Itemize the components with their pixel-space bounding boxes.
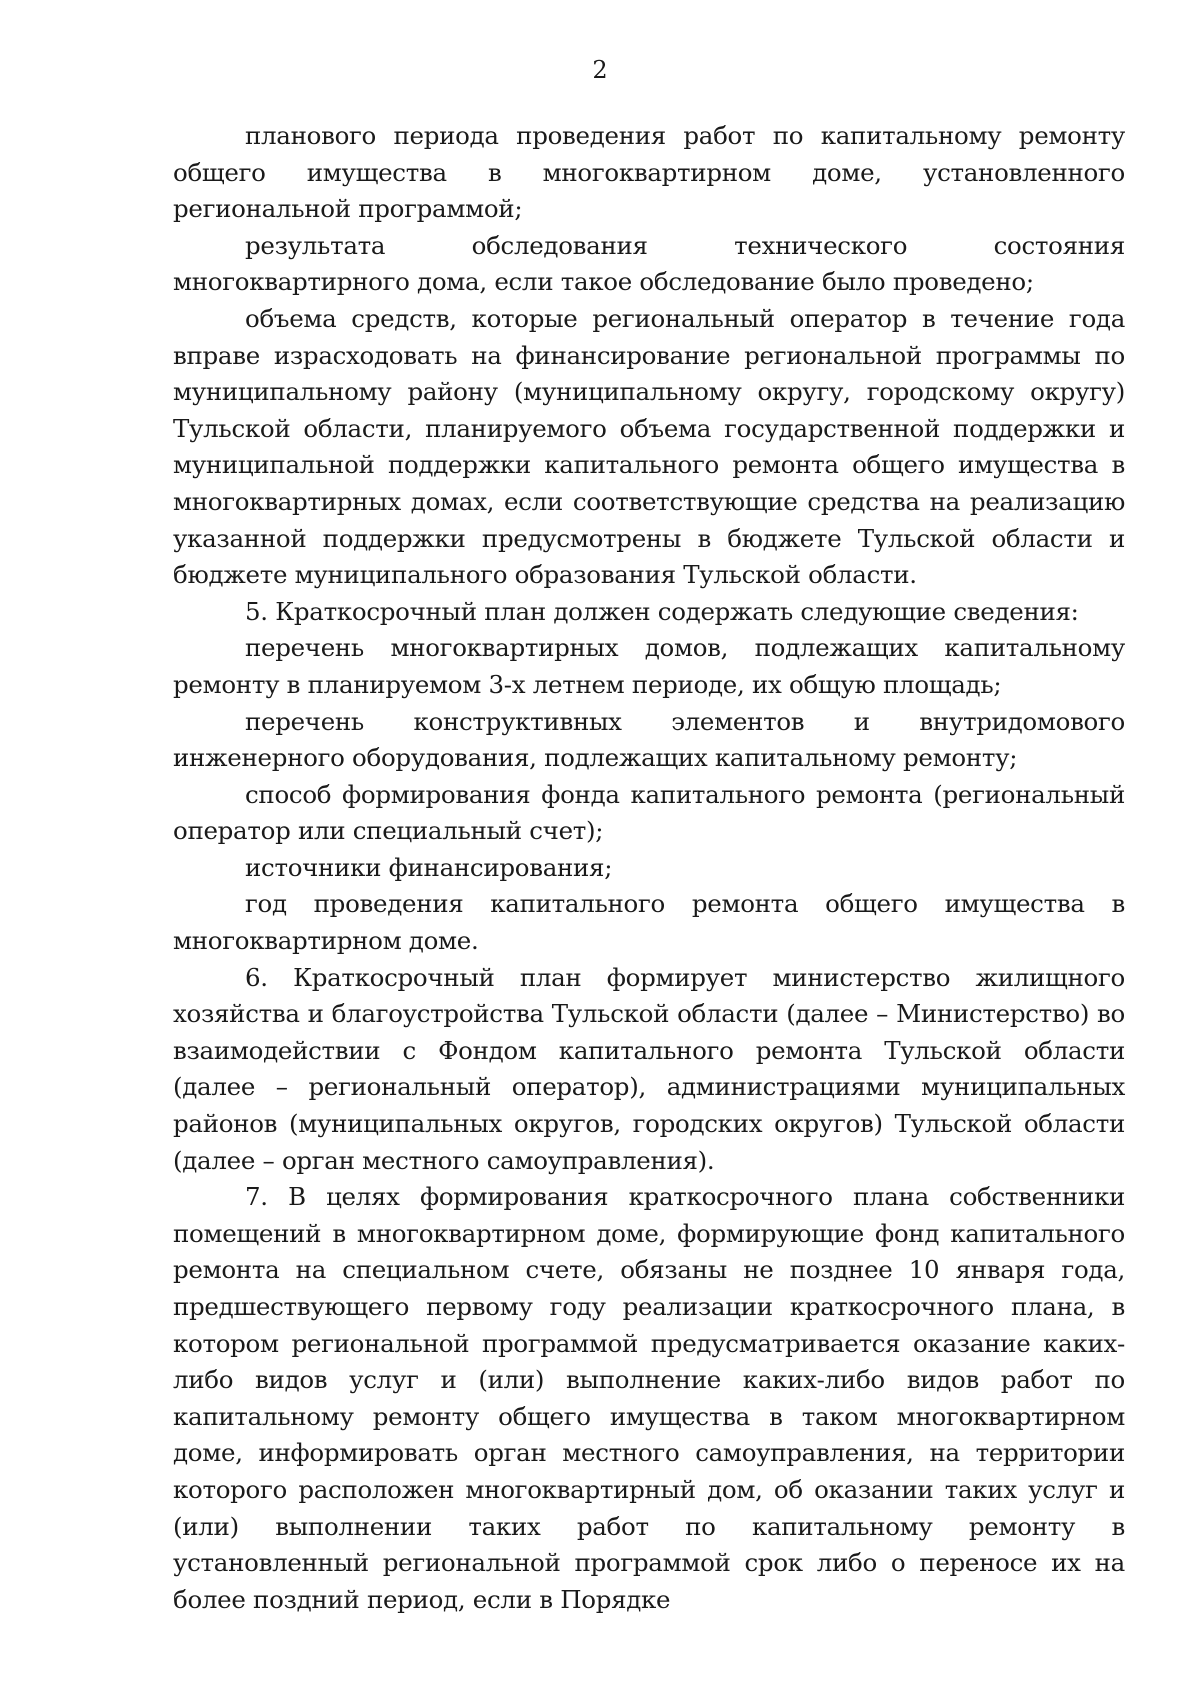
document-body — [173, 118, 1125, 1618]
paragraph-6: перечень конструктивных элементов и внутридомового инженерного оборудования, подлежащих капитальному ремонту; — [173, 706, 1125, 773]
paragraph-11: 7. В целях формирования краткосрочного плана собственники помещений в многоквартирном доме, формирующие фонд капитального ремонта на специальном счете, обязаны не позднее 10 января года, предшествующего первому году реализации краткосрочного плана, в котором региональной программой предусматривается оказание каких-либо видов услуг и (или) выполнение каких-либо видов работ по капитальному ремонту общего имущества в таком многоквартирном доме, информировать орган местного самоуправления, на территории которого расположен многоквартирный дом, об оказании таких услуг и (или) выполнении таких работ по капитальному ремонту в установленный региональной программой срок либо о переносе их на более поздний период, если в Порядке — [173, 1182, 1125, 1614]
page-number: 2 — [592, 56, 608, 84]
paragraph-7: способ формирования фонда капитального ремонта (региональный оператор или специальный счет); — [173, 779, 1125, 846]
paragraph-10: 6. Краткосрочный план формирует министерство жилищного хозяйства и благоустройства Тульской области (далее – Министерство) во взаимодействии с Фондом капитального ремонта Тульской области (далее – региональный оператор), администрациями муниципальных районов (муниципальных округов, городских округов) Тульской области (далее – орган местного самоуправления). — [173, 962, 1125, 1175]
paragraph-1: планового периода проведения работ по капитальному ремонту общего имущества в многоквартирном доме, установленного региональной программой; — [173, 121, 1125, 224]
paragraph-5: перечень многоквартирных домов, подлежащих капитальному ремонту в планируемом 3-х летнем периоде, их общую площадь; — [173, 633, 1125, 699]
paragraph-9: год проведения капитального ремонта общего имущества в многоквартирном доме. — [173, 889, 1125, 956]
paragraph-8: источники финансирования; — [245, 852, 613, 882]
paragraph-2: результата обследования технического состояния многоквартирного дома, если такое обследование было проведено; — [173, 230, 1125, 297]
paragraph-4: 5. Краткосрочный план должен содержать следующие сведения: — [245, 596, 1079, 626]
paragraph-3: объема средств, которые региональный оператор в течение года вправе израсходовать на финансирование региональной программы по муниципальному району (муниципальному округу, городскому округу) Тульской области, планируемого объема государственной поддержки и муниципальной поддержки капитального ремонта общего имущества в многоквартирных домах, если соответствующие средства на реализацию указанной поддержки предусмотрены в бюджете Тульской области и бюджете муниципального образования Тульской области. — [173, 303, 1125, 590]
